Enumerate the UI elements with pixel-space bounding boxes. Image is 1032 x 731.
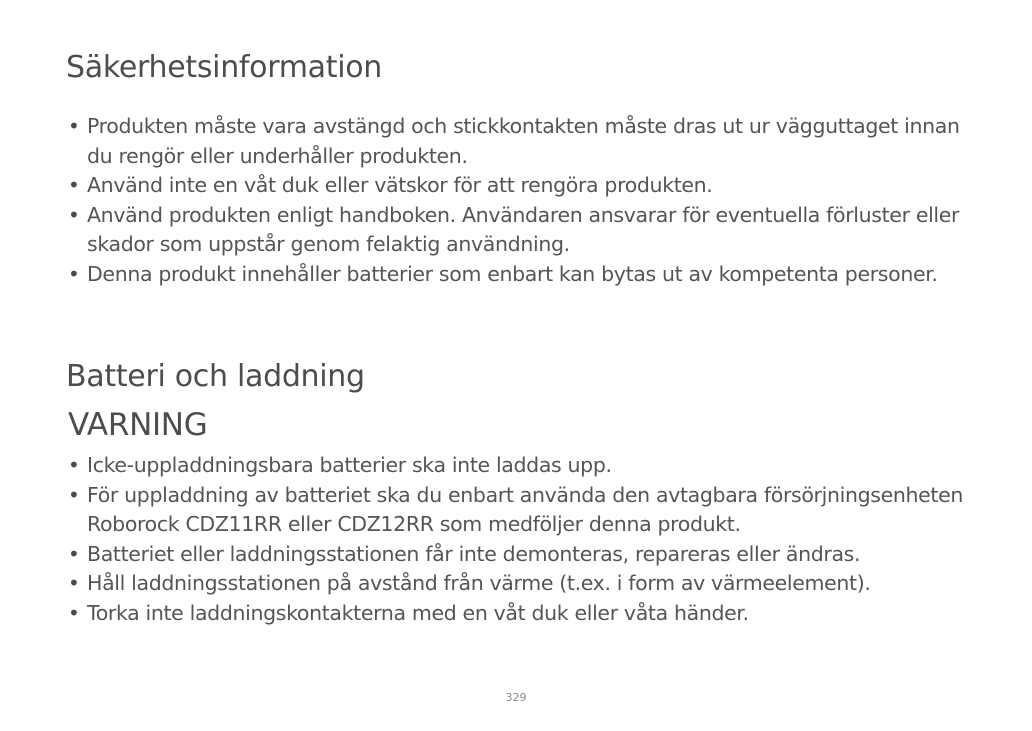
list-item-text: Torka inte laddningskontakterna med en våt duk eller våta händer. (87, 600, 749, 625)
list-item (68, 201, 988, 260)
bullet-icon: • (68, 482, 80, 507)
list-item (68, 481, 988, 540)
list-item-text: För uppladdning av batteriet ska du enbart använda den avtagbara försörjningsenheten Roborock CDZ11RR eller CDZ12RR som medföljer denna produkt. (87, 482, 963, 537)
bullet-icon: • (68, 114, 80, 138)
bullet-icon: • (68, 541, 80, 566)
list-item-text: Denna produkt innehåller batterier som enbart kan bytas ut av kompetenta personer. (87, 261, 938, 286)
safety-list (68, 112, 988, 290)
bullet-icon: • (68, 571, 80, 596)
list-item (68, 260, 988, 290)
list-item (68, 540, 988, 570)
bullet-icon: • (68, 173, 80, 198)
bullet-icon: • (68, 453, 80, 477)
battery-list (68, 451, 988, 629)
list-item (68, 171, 988, 201)
bullet-icon: • (68, 600, 80, 625)
list-item (68, 112, 988, 171)
list-item-text: Produkten måste vara avstängd och stickkontakten måste dras ut ur vägguttaget innan du rengör eller underhåller produkten. (87, 114, 960, 168)
list-item-text: Batteriet eller laddningsstationen får inte demonteras, repareras eller ändras. (87, 541, 861, 566)
list-item-text: Icke-uppladdningsbara batterier ska inte laddas upp. (87, 453, 612, 477)
warning-label: VARNING (68, 407, 208, 443)
list-item (68, 451, 988, 481)
page-number: 329 (505, 691, 527, 704)
list-item-text: Använd inte en våt duk eller vätskor för att rengöra produkten. (87, 173, 713, 198)
list-item-text: Håll laddningsstationen på avstånd från värme (t.ex. i form av värmeelement). (87, 571, 871, 596)
list-item (68, 599, 988, 629)
bullet-icon: • (68, 261, 80, 286)
bullet-icon: • (68, 202, 80, 227)
list-item (68, 569, 988, 599)
battery-heading: Batteri och laddning (66, 359, 365, 394)
safety-heading: Säkerhetsinformation (66, 50, 383, 85)
list-item-text: Använd produkten enligt handboken. Användaren ansvarar för eventuella förluster eller skador som uppstår genom felaktig användning. (87, 202, 960, 257)
